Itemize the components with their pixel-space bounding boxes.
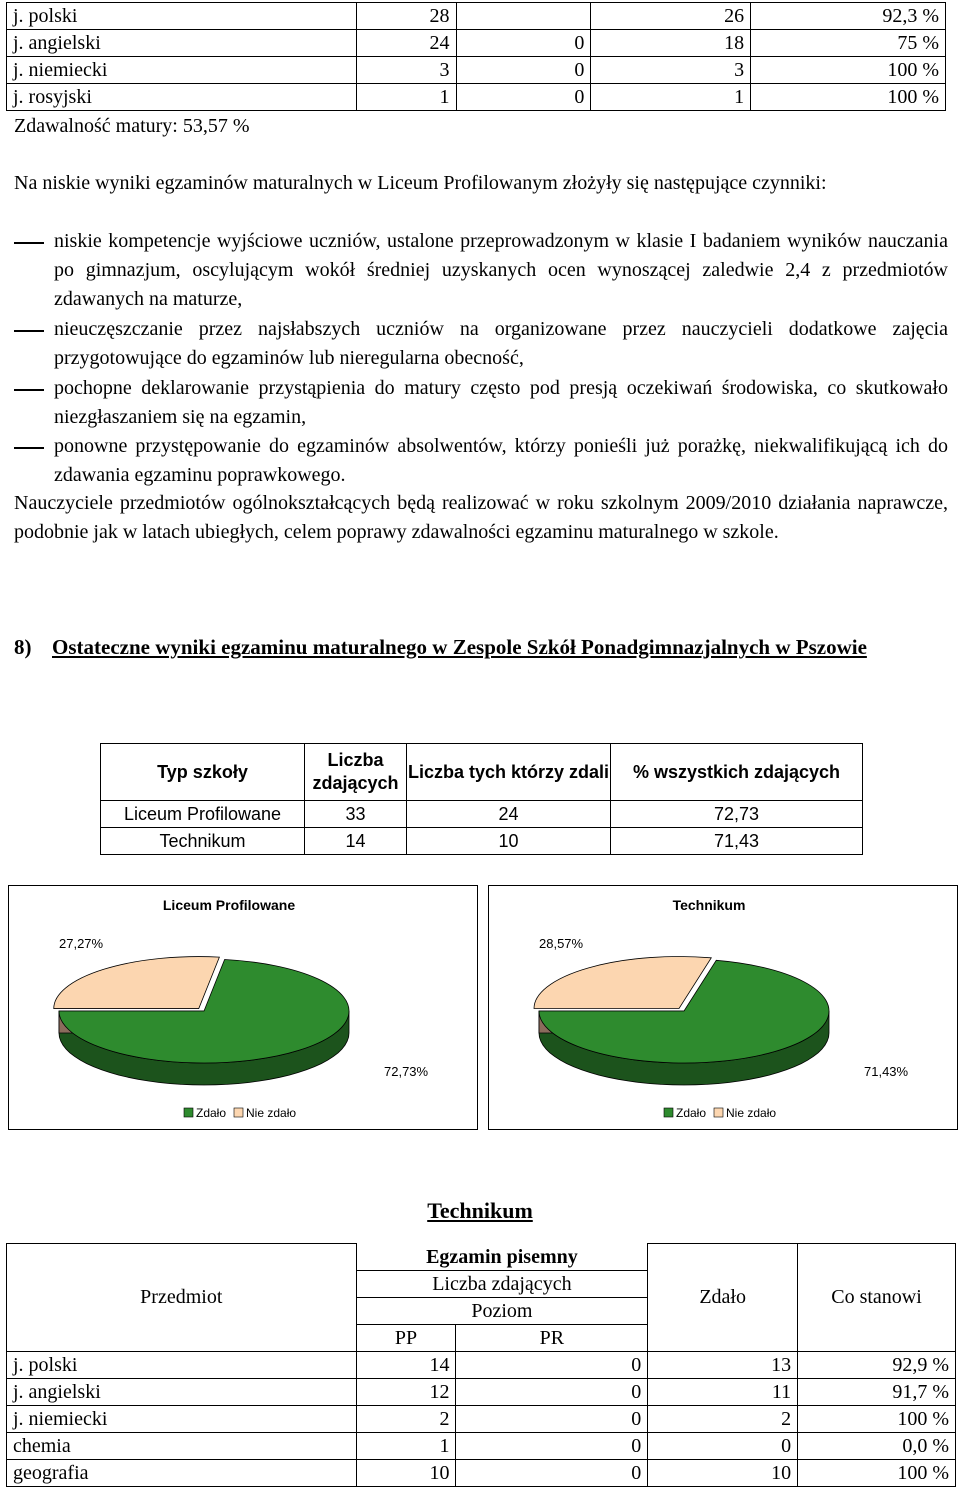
count-cell: 10 <box>648 1459 798 1486</box>
pie-chart-liceum <box>8 885 478 1130</box>
count-cell: 1 <box>356 1432 456 1459</box>
school-results-table <box>100 743 863 855</box>
table-row <box>7 1351 956 1378</box>
dash-bullet <box>14 330 44 332</box>
header-pp: PP <box>356 1324 456 1351</box>
legend-label-nie-zdalo: Nie zdało <box>246 1106 297 1120</box>
factor-item: niskie kompetencje wyjściowe uczniów, ustalone przeprowadzonym w klasie I badaniem wyników nauczania po gimnazjum, oscylującym wokół średniej uzyskanych ocen wynoszącej zaledwie 2,4 z przedmiotów zdawanych na maturze, <box>54 230 948 310</box>
count-cell: 28 <box>356 3 456 30</box>
data-label-zdalo: 71,43% <box>864 1064 909 1079</box>
factor-item: nieuczęszczanie przez najsłabszych uczniów na organizowane przez nauczycieli dodatkowe zajęcia przygotowujące do egzaminów lub nieregularna obecność, <box>54 318 948 369</box>
subject-cell: geografia <box>7 1459 357 1486</box>
header-cell: Liczba zdających <box>305 744 407 801</box>
count-cell: 0 <box>456 1459 648 1486</box>
top-results-table <box>6 2 946 111</box>
count-cell: 24 <box>407 801 611 828</box>
chart-title: Liceum Profilowane <box>162 897 296 913</box>
header-level: Poziom <box>356 1297 648 1324</box>
count-cell: 2 <box>356 1405 456 1432</box>
header-exam: Egzamin pisemny <box>426 1245 578 1268</box>
table-row <box>7 1432 956 1459</box>
table-row <box>7 57 946 84</box>
factor-item: ponowne przystępowanie do egzaminów absolwentów, którzy ponieśli już porażkę, niekwalifikującą ich do zdawania egzaminu poprawkowego. <box>54 435 948 486</box>
table-row <box>101 828 863 855</box>
pass-rate-summary: Zdawalność matury: 53,57 % <box>14 115 250 137</box>
data-label-nie-zdalo: 27,27% <box>59 936 104 951</box>
table-row <box>7 1378 956 1405</box>
pie-chart-svg <box>9 886 479 1131</box>
count-cell: 0 <box>456 84 591 111</box>
table-row <box>7 30 946 57</box>
dash-bullet <box>14 389 44 391</box>
chart-title: Technikum <box>672 897 746 913</box>
legend-swatch-zdalo <box>184 1108 193 1117</box>
subject-cell: j. niemiecki <box>7 57 357 84</box>
school-type-cell: Liceum Profilowane <box>101 801 305 828</box>
count-cell: 18 <box>591 30 751 57</box>
header-share: Co stanowi <box>798 1244 956 1352</box>
count-cell: 1 <box>591 84 751 111</box>
conclusion-paragraph: Nauczyciele przedmiotów ogólnokształcących będą realizować w roku szkolnym 2009/2010 działania naprawcze, podobnie jak w latach ubiegłych, celem poprawy zdawalności egzaminu maturalnego w szkole. <box>14 492 948 543</box>
count-cell: 14 <box>356 1351 456 1378</box>
count-cell: 33 <box>305 801 407 828</box>
intro-paragraph: Na niskie wyniki egzaminów maturalnych w Liceum Profilowanym złożyły się następujące czynniki: <box>14 172 827 194</box>
dash-bullet <box>14 242 44 244</box>
data-label-zdalo: 72,73% <box>384 1064 429 1079</box>
percent-cell: 100 % <box>798 1405 956 1432</box>
subject-cell: j. niemiecki <box>7 1405 357 1432</box>
subject-cell: j. rosyjski <box>7 84 357 111</box>
percent-cell: 0,0 % <box>798 1432 956 1459</box>
subject-cell: chemia <box>7 1432 357 1459</box>
table-row <box>7 84 946 111</box>
count-cell: 0 <box>456 57 591 84</box>
count-cell: 0 <box>456 1378 648 1405</box>
pie-chart-technikum <box>488 885 958 1130</box>
legend-label-nie-zdalo: Nie zdało <box>726 1106 777 1120</box>
subject-cell: j. angielski <box>7 1378 357 1405</box>
table-row <box>7 1459 956 1486</box>
count-cell: 10 <box>407 828 611 855</box>
count-cell: 0 <box>456 1432 648 1459</box>
header-cell: Typ szkoły <box>101 744 305 801</box>
legend-swatch-nie-zdalo <box>714 1108 723 1117</box>
pie-slice-nie-zdalo <box>54 957 220 1009</box>
count-cell: 2 <box>648 1405 798 1432</box>
section-title: Ostateczne wyniki egzaminu maturalnego w Zespole Szkół Ponadgimnazjalnych w Pszowie <box>52 635 867 659</box>
factor-item: pochopne deklarowanie przystąpienia do matury często pod presją oczekiwań środowiska, co skutkowało niezgłaszaniem się na egzamin, <box>54 377 948 428</box>
header-passed: Zdało <box>648 1244 798 1352</box>
count-cell: 0 <box>648 1432 798 1459</box>
header-pr: PR <box>456 1324 648 1351</box>
technikum-title: Technikum <box>427 1198 533 1223</box>
percent-cell: 91,7 % <box>798 1378 956 1405</box>
percent-cell: 92,9 % <box>798 1351 956 1378</box>
legend-swatch-nie-zdalo <box>234 1108 243 1117</box>
count-cell: 0 <box>456 30 591 57</box>
percent-cell: 92,3 % <box>751 3 946 30</box>
count-cell: 0 <box>456 1405 648 1432</box>
percent-cell: 100 % <box>751 84 946 111</box>
data-label-nie-zdalo: 28,57% <box>539 936 584 951</box>
legend-label-zdalo: Zdało <box>196 1106 227 1120</box>
table-row <box>101 801 863 828</box>
count-cell <box>456 3 591 30</box>
table-row <box>7 1405 956 1432</box>
count-cell: 11 <box>648 1378 798 1405</box>
percent-cell: 71,43 <box>611 828 863 855</box>
legend-swatch-zdalo <box>664 1108 673 1117</box>
pie-chart-svg <box>489 886 959 1131</box>
header-count: Liczba zdających <box>356 1270 648 1297</box>
technikum-results-table <box>6 1243 956 1487</box>
dash-bullet <box>14 447 44 449</box>
count-cell: 1 <box>356 84 456 111</box>
percent-cell: 100 % <box>751 57 946 84</box>
percent-cell: 100 % <box>798 1459 956 1486</box>
count-cell: 24 <box>356 30 456 57</box>
school-type-cell: Technikum <box>101 828 305 855</box>
pie-slice-nie-zdalo <box>534 956 711 1008</box>
header-subject: Przedmiot <box>7 1244 357 1352</box>
count-cell: 12 <box>356 1378 456 1405</box>
count-cell: 13 <box>648 1351 798 1378</box>
count-cell: 14 <box>305 828 407 855</box>
count-cell: 10 <box>356 1459 456 1486</box>
percent-cell: 72,73 <box>611 801 863 828</box>
subject-cell: j. angielski <box>7 30 357 57</box>
count-cell: 3 <box>591 57 751 84</box>
subject-cell: j. polski <box>7 1351 357 1378</box>
count-cell: 0 <box>456 1351 648 1378</box>
percent-cell: 75 % <box>751 30 946 57</box>
subject-cell: j. polski <box>7 3 357 30</box>
header-cell: Liczba tych którzy zdali <box>407 744 611 801</box>
table-row <box>7 3 946 30</box>
section-number: 8) <box>14 635 32 659</box>
table-header-row <box>7 1244 956 1271</box>
header-cell: % wszystkich zdających <box>611 744 863 801</box>
table-header-row <box>101 744 863 801</box>
legend-label-zdalo: Zdało <box>676 1106 707 1120</box>
count-cell: 3 <box>356 57 456 84</box>
count-cell: 26 <box>591 3 751 30</box>
